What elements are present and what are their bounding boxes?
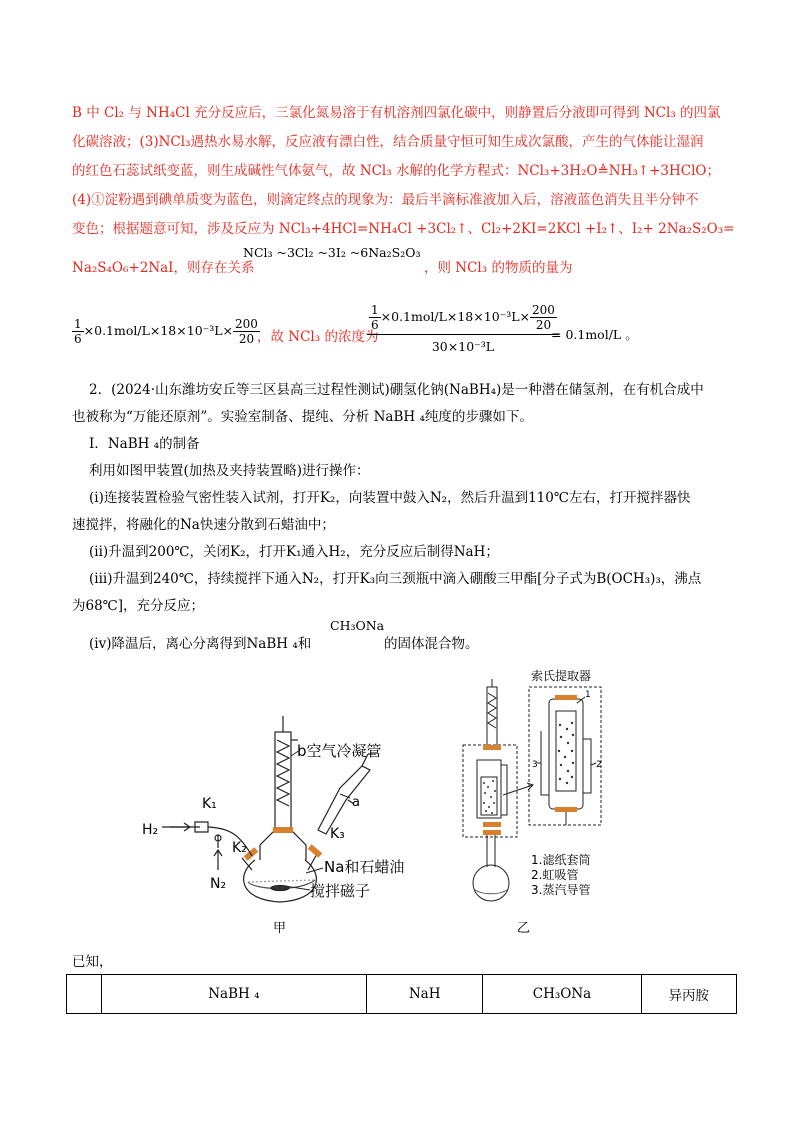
funnel-label: a bbox=[352, 795, 360, 810]
question-line-8: (iii)升温到240℃，持续搅拌下通入N₂，打开K₃向三颈瓶中滴入硼酸三甲酯[分子式为B(OCH₃)₃，沸点 bbox=[89, 571, 702, 587]
question-line-4: 利用如图甲装置(加热及夹持装置略)进行操作： bbox=[89, 463, 370, 479]
dropping-funnel-a bbox=[318, 754, 376, 834]
legend-vapor-tube: 3.蒸汽导管 bbox=[531, 883, 591, 897]
number-1: 1 bbox=[585, 690, 591, 700]
h2-arrow bbox=[162, 823, 190, 831]
fraction-200-20: $\frac{200}{20}$ bbox=[235, 317, 258, 346]
condenser-label: b空气冷凝管 bbox=[297, 742, 382, 760]
magnified-extractor bbox=[541, 699, 591, 825]
n2-arrow bbox=[214, 850, 222, 870]
number-2: 2 bbox=[596, 760, 602, 770]
relation-formula: NCl₃ ~3Cl₂ ~3I₂ ~6Na₂S₂O₃ bbox=[243, 245, 421, 260]
solution-line-2: 化碳溶液；(3)NCl₃遇热水易水解，反应液有漂白性，结合质量守恒可知生成次氯酸，产生的气体能让湿润 bbox=[72, 134, 704, 150]
fraction-denominator: 30×10⁻³L bbox=[431, 339, 495, 354]
yi-clamp-2 bbox=[483, 822, 501, 827]
number-3: 3 bbox=[532, 760, 538, 770]
amount-formula bbox=[72, 317, 260, 346]
clamp-center bbox=[273, 827, 293, 833]
properties-table bbox=[66, 974, 737, 1014]
yi-clamp-top bbox=[555, 695, 577, 700]
question-line-1: 2．(2024·山东潍坊安丘等三区县高三过程性测试)硼氢化钠(NaBH₄)是一种潜在储氢剂，在有机合成中 bbox=[89, 382, 704, 398]
table-header-row bbox=[67, 975, 737, 1014]
solution-line-6b: ，则 NCl₃ 的物质的量为 bbox=[424, 260, 573, 276]
solution-line-3: 的红色石蕊试纸变蓝，则生成碱性气体氨气，故 NCl₃ 水解的化学方程式：NCl₃+3H₂O≜NH₃↑+3HClO； bbox=[72, 163, 720, 179]
known-label: 已知， bbox=[72, 954, 113, 970]
k1-label: K₁ bbox=[202, 796, 217, 812]
solution-line-4: (4)①淀粉遇到碘单质变为蓝色，则滴定终点的现象为：最后半滴标准液加入后，溶液蓝色消失且半分钟不 bbox=[72, 192, 699, 208]
table-header-cell: NaBH ₄ bbox=[101, 975, 366, 1014]
question-line-6: 速搅拌，将融化的Na快速分散到石蜡油中； bbox=[72, 517, 335, 533]
soxhlet-packing-dots bbox=[483, 780, 496, 814]
clamp-right bbox=[308, 844, 323, 858]
question-line-2: 也被称为“万能还原剂”。实验室制备、提纯、分析 NaBH ₄纯度的步骤如下。 bbox=[72, 409, 533, 425]
question-line-5: (i)连接装置检验气密性装入试剂，打开K₂，向装置中鼓入N₂，然后升温到110℃左右，打开搅拌器快 bbox=[89, 490, 691, 506]
figure-jia-caption: 甲 bbox=[273, 921, 287, 936]
table-header-cell bbox=[67, 975, 102, 1014]
soxhlet-yi-diagram bbox=[455, 665, 615, 940]
apparatus-jia-diagram bbox=[140, 710, 440, 940]
question-line-10-formula: CH₃ONa bbox=[330, 618, 385, 633]
na-oil-label: Na和石蜡油 bbox=[324, 858, 405, 876]
magnified-packing-dots bbox=[558, 722, 574, 784]
solution-line-1: B 中 Cl₂ 与 NH₄Cl 充分反应后，三氯化氮易溶于有机溶剂四氯化碳中，则静置后分液即可得到 NCl₃ 的四氯 bbox=[72, 105, 721, 121]
fraction-one-sixth: $\frac{1}{6}$ bbox=[74, 317, 82, 346]
h2-label: H₂ bbox=[142, 822, 159, 838]
question-line-10a: (iv)降温后，离心分离得到NaBH ₄和 bbox=[89, 636, 312, 652]
yi-clamp-1 bbox=[483, 745, 501, 750]
question-line-3: I．NaBH ₄的制备 bbox=[89, 436, 200, 452]
k2-label: K₂ bbox=[232, 840, 247, 856]
stir-bar-label: 搅拌磁子 bbox=[310, 882, 371, 900]
k3-label: K₃ bbox=[330, 826, 345, 842]
table-header-cell: CH₃ONa bbox=[483, 975, 641, 1014]
question-line-10b: 的固体混合物。 bbox=[384, 636, 479, 652]
figure-yi-caption: 乙 bbox=[517, 921, 531, 936]
table-header-cell: NaH bbox=[367, 975, 483, 1014]
soxhlet-assembly bbox=[463, 679, 517, 901]
table-header-cell: 异丙胺 bbox=[641, 975, 736, 1014]
yi-clamp-bottom bbox=[555, 807, 577, 812]
n2-label: N₂ bbox=[210, 876, 227, 892]
air-condenser bbox=[275, 716, 298, 832]
yi-clamp-3 bbox=[483, 830, 501, 835]
legend-siphon: 2.虹吸管 bbox=[531, 868, 579, 882]
three-neck-flask bbox=[242, 832, 318, 902]
concentration-text: ，故 NCl₃ 的浓度为 bbox=[257, 329, 379, 345]
concentration-result: = 0.1mol/L 。 bbox=[551, 327, 638, 342]
concentration-fraction: $\frac{1}{6}$ ×0.1mol/L×18×10⁻³L× $\frac{200}{20}$ 30×10⁻³L bbox=[367, 303, 559, 354]
solution-line-6a: Na₂S₄O₆+2NaI，则存在关系 bbox=[72, 260, 255, 276]
question-line-7: (ii)升温到200℃，关闭K₂，打开K₁通入H₂，充分反应后制得NaH； bbox=[89, 544, 499, 560]
soxhlet-title: 索氏提取器 bbox=[531, 669, 592, 683]
legend-filter-thimble: 1.滤纸套筒 bbox=[531, 853, 591, 867]
formula-middle: ×0.1mol/L×18×10⁻³L× bbox=[83, 323, 234, 338]
question-line-9: 为68℃]，充分反应； bbox=[72, 598, 205, 614]
solution-line-5: 变色；根据题意可知，涉及反应为 NCl₃+4HCl=NH₄Cl +3Cl₂↑、Cl₂+2KI=2KCl +I₂↑、I₂+ 2Na₂S₂O₃= bbox=[72, 221, 735, 237]
